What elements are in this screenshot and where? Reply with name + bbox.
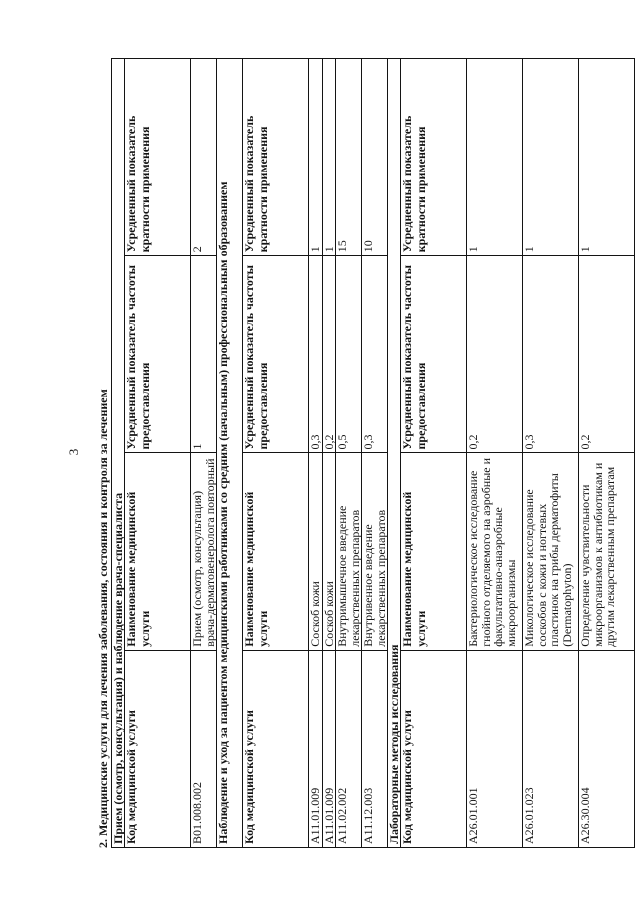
cell-multiplicity: 1 [523, 59, 579, 256]
header-multiplicity: Усредненный показатель кратности применения [243, 59, 309, 256]
cell-code: A26.01.023 [523, 650, 579, 847]
page-number: 3 [66, 448, 81, 456]
cell-name: Внутривенное введение лекарственных препаратов [362, 453, 388, 650]
cell-name: Внутримышечное введение лекарственных препаратов [336, 453, 362, 650]
table-row [523, 59, 579, 848]
table-row [336, 59, 362, 848]
cell-frequency: 0,2 [322, 256, 336, 453]
header-multiplicity: Усредненный показатель кратности применения [125, 59, 191, 256]
cell-name: Определение чувствительности микроорганизмов к антибиотикам и другим лекарственным препаратам [579, 453, 635, 650]
cell-frequency: 0,3 [309, 256, 323, 453]
cell-multiplicity: 2 [191, 59, 217, 256]
cell-code: A11.02.002 [336, 650, 362, 847]
cell-code: A11.01.009 [322, 650, 336, 847]
rotated-content [95, 58, 617, 848]
cell-code: A26.01.001 [467, 650, 523, 847]
section-title-nursing: Наблюдение и уход за пациентом медицинскими работниками со средним (начальным) профессиональным образованием [217, 59, 243, 848]
cell-code: A26.30.004 [579, 650, 635, 847]
cell-name: Соскоб кожи [322, 453, 336, 650]
cell-name: Микологическое исследование соскобов с кожи и ногтевых пластинок на грибы дерматофиты (Dermatophyton) [523, 453, 579, 650]
section-heading: 2. Медицинские услуги для лечения заболевания, состояния и контроля за лечением [96, 389, 110, 848]
cell-multiplicity: 1 [467, 59, 523, 256]
header-name: Наименование медицинской услуги [401, 453, 467, 650]
cell-name: Прием (осмотр, консультация) врача-дерматовенеролога повторный [191, 453, 217, 650]
header-code: Код медицинской услуги [243, 650, 309, 847]
cell-frequency: 0,2 [579, 256, 635, 453]
cell-multiplicity: 1 [322, 59, 336, 256]
section-title-row [217, 59, 243, 848]
cell-name: Бактериологическое исследование гнойного отделяемого на аэробные и факультативно-анаэробные микроорганизмы [467, 453, 523, 650]
cell-frequency: 0,5 [336, 256, 362, 453]
cell-code: A11.01.009 [309, 650, 323, 847]
table-row [362, 59, 388, 848]
header-row [401, 59, 467, 848]
table-row [309, 59, 323, 848]
cell-name: Соскоб кожи [309, 453, 323, 650]
header-row [243, 59, 309, 848]
header-name: Наименование медицинской услуги [243, 453, 309, 650]
header-name: Наименование медицинской услуги [125, 453, 191, 650]
header-code: Код медицинской услуги [125, 650, 191, 847]
cell-multiplicity: 10 [362, 59, 388, 256]
section-title-row [112, 59, 125, 848]
header-multiplicity: Усредненный показатель кратности применения [401, 59, 467, 256]
header-code: Код медицинской услуги [401, 650, 467, 847]
header-row [125, 59, 191, 848]
cell-frequency: 0,3 [362, 256, 388, 453]
section-title-reception: Прием (осмотр, консультация) и наблюдение врача-специалиста [112, 59, 125, 848]
header-frequency: Усредненный показатель частоты предоставления [401, 256, 467, 453]
table-row [579, 59, 635, 848]
cell-multiplicity: 15 [336, 59, 362, 256]
cell-code: A11.12.003 [362, 650, 388, 847]
cell-multiplicity: 1 [309, 59, 323, 256]
header-frequency: Усредненный показатель частоты предоставления [243, 256, 309, 453]
cell-frequency: 0,3 [523, 256, 579, 453]
section-title-lab: Лабораторные методы исследования [388, 59, 401, 848]
table-row [467, 59, 523, 848]
cell-frequency: 0,2 [467, 256, 523, 453]
table-row [191, 59, 217, 848]
cell-multiplicity: 1 [579, 59, 635, 256]
section-title-row [388, 59, 401, 848]
cell-frequency: 1 [191, 256, 217, 453]
cell-code: B01.008.002 [191, 650, 217, 847]
header-frequency: Усредненный показатель частоты предоставления [125, 256, 191, 453]
table-row [322, 59, 336, 848]
services-table [111, 58, 635, 848]
